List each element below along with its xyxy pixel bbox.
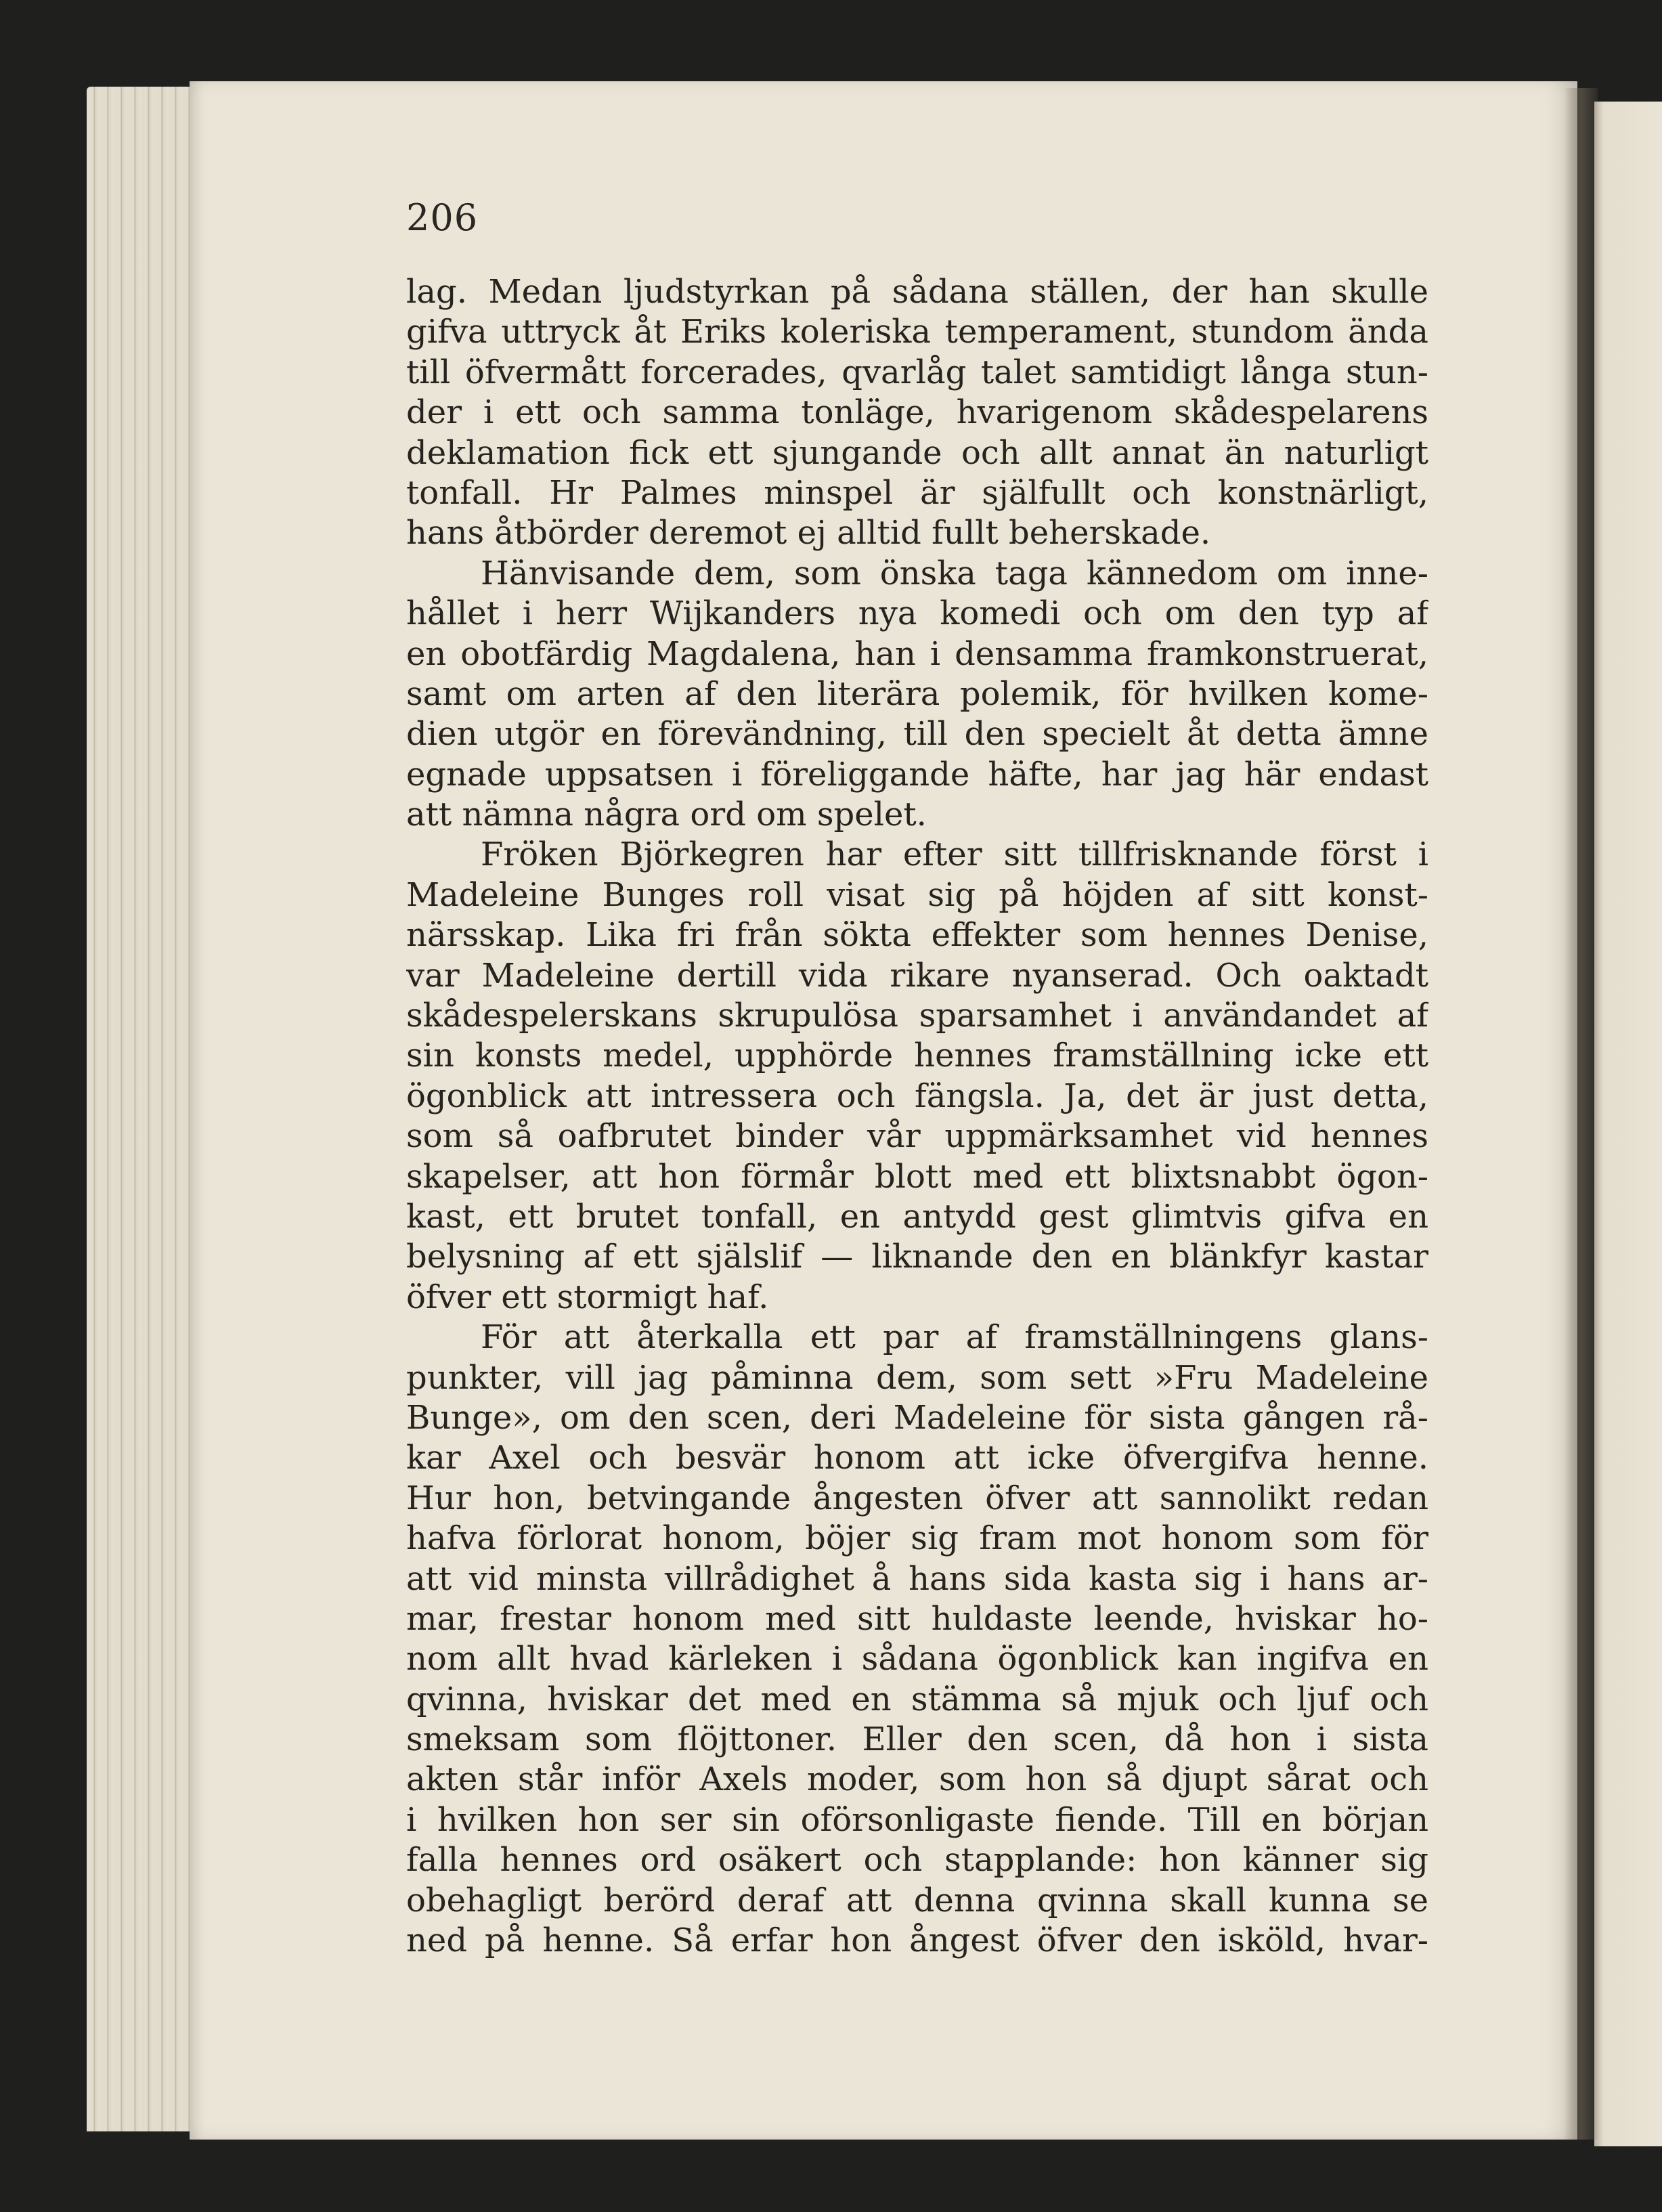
text-line: Madeleine Bunges roll visat sig på höjden af sitt konst- (406, 875, 1428, 914)
text-line: ögonblick att intressera och fängsla. Ja, det är just detta, (406, 1077, 1428, 1115)
body-text (406, 272, 1428, 1961)
page-edges (87, 87, 202, 2131)
text-line: belysning af ett själslif — liknande den en blänkfyr kastar (406, 1238, 1428, 1276)
text-line: var Madeleine dertill vida rikare nyanserad. Och oaktadt (406, 956, 1428, 995)
text-line: För att återkalla ett par af framställningens glans- (481, 1318, 1428, 1357)
text-line: kar Axel och besvär honom att icke öfvergifva henne. (406, 1439, 1428, 1477)
text-line: mar, frestar honom med sitt huldaste leende, hviskar ho- (406, 1599, 1428, 1638)
page-number: 206 (406, 196, 479, 239)
text-line: närsskap. Lika fri från sökta effekter som hennes Denise, (406, 916, 1428, 955)
text-line: att nämna några ord om spelet. (406, 796, 927, 834)
text-line: Hänvisande dem, som önska taga kännedom om inne- (481, 554, 1428, 592)
text-line: smeksam som flöjttoner. Eller den scen, då hon i sista (406, 1720, 1428, 1759)
text-line: att vid minsta villrådighet å hans sida kasta sig i hans ar- (406, 1559, 1428, 1598)
text-line: hållet i herr Wijkanders nya komedi och om den typ af (406, 594, 1428, 633)
text-line: till öfvermått forcerades, qvarlåg talet samtidigt långa stun- (406, 353, 1428, 391)
text-line: i hvilken hon ser sin oförsonligaste fiende. Till en början (406, 1800, 1428, 1839)
facing-page-edge (1594, 102, 1662, 2146)
text-line: lag. Medan ljudstyrkan på sådana ställen, der han skulle (406, 273, 1428, 311)
text-line: Fröken Björkegren har efter sitt tillfrisknande först i (481, 836, 1428, 874)
text-line: falla hennes ord osäkert och stapplande: hon känner sig (406, 1841, 1428, 1880)
text-line: Bunge», om den scen, deri Madeleine för sista gången rå- (406, 1398, 1428, 1437)
text-line: akten står inför Axels moder, som hon så djupt sårat och (406, 1760, 1428, 1799)
text-line: ned på henne. Så erfar hon ångest öfver den isköld, hvar- (406, 1922, 1428, 1960)
page-gutter (1564, 88, 1598, 2140)
text-line: deklamation fick ett sjungande och allt annat än naturligt (406, 433, 1428, 472)
text-line: punkter, vill jag påminna dem, som sett »Fru Madeleine (406, 1358, 1428, 1397)
text-line: hafva förlorat honom, böjer sig fram mot honom som för (406, 1519, 1428, 1558)
text-line: Hur hon, betvingande ångesten öfver att sannolikt redan (406, 1479, 1428, 1517)
text-line: sin konsts medel, upphörde hennes framställning icke ett (406, 1037, 1428, 1075)
text-line: kast, ett brutet tonfall, en antydd gest glimtvis gifva en (406, 1197, 1428, 1236)
text-line: som så oafbrutet binder vår uppmärksamhet vid hennes (406, 1117, 1428, 1156)
text-line: tonfall. Hr Palmes minspel är själfullt och konstnärligt, (406, 473, 1428, 512)
text-line: nom allt hvad kärleken i sådana ögonblick kan ingifva en (406, 1640, 1428, 1678)
text-line: dien utgör en förevändning, till den specielt åt detta ämne (406, 715, 1428, 754)
text-line: gifva uttryck åt Eriks koleriska temperament, stundom ända (406, 313, 1428, 351)
text-line: en obotfärdig Magdalena, han i densamma framkonstruerat, (406, 634, 1428, 673)
text-line: der i ett och samma tonläge, hvarigenom skådespelarens (406, 393, 1428, 432)
text-line: samt om arten af den literära polemik, för hvilken kome- (406, 674, 1428, 713)
text-line: qvinna, hviskar det med en stämma så mjuk och ljuf och (406, 1680, 1428, 1718)
text-line: egnade uppsatsen i föreliggande häfte, har jag här endast (406, 755, 1428, 794)
text-line: skapelser, att hon förmår blott med ett blixtsnabbt ögon- (406, 1157, 1428, 1196)
text-line: öfver ett stormigt haf. (406, 1278, 769, 1316)
text-line: obehagligt berörd deraf att denna qvinna skall kunna se (406, 1881, 1428, 1920)
text-line: hans åtbörder deremot ej alltid fullt beherskade. (406, 514, 1211, 552)
text-line: skådespelerskans skrupulösa sparsamhet i användandet af (406, 997, 1428, 1035)
